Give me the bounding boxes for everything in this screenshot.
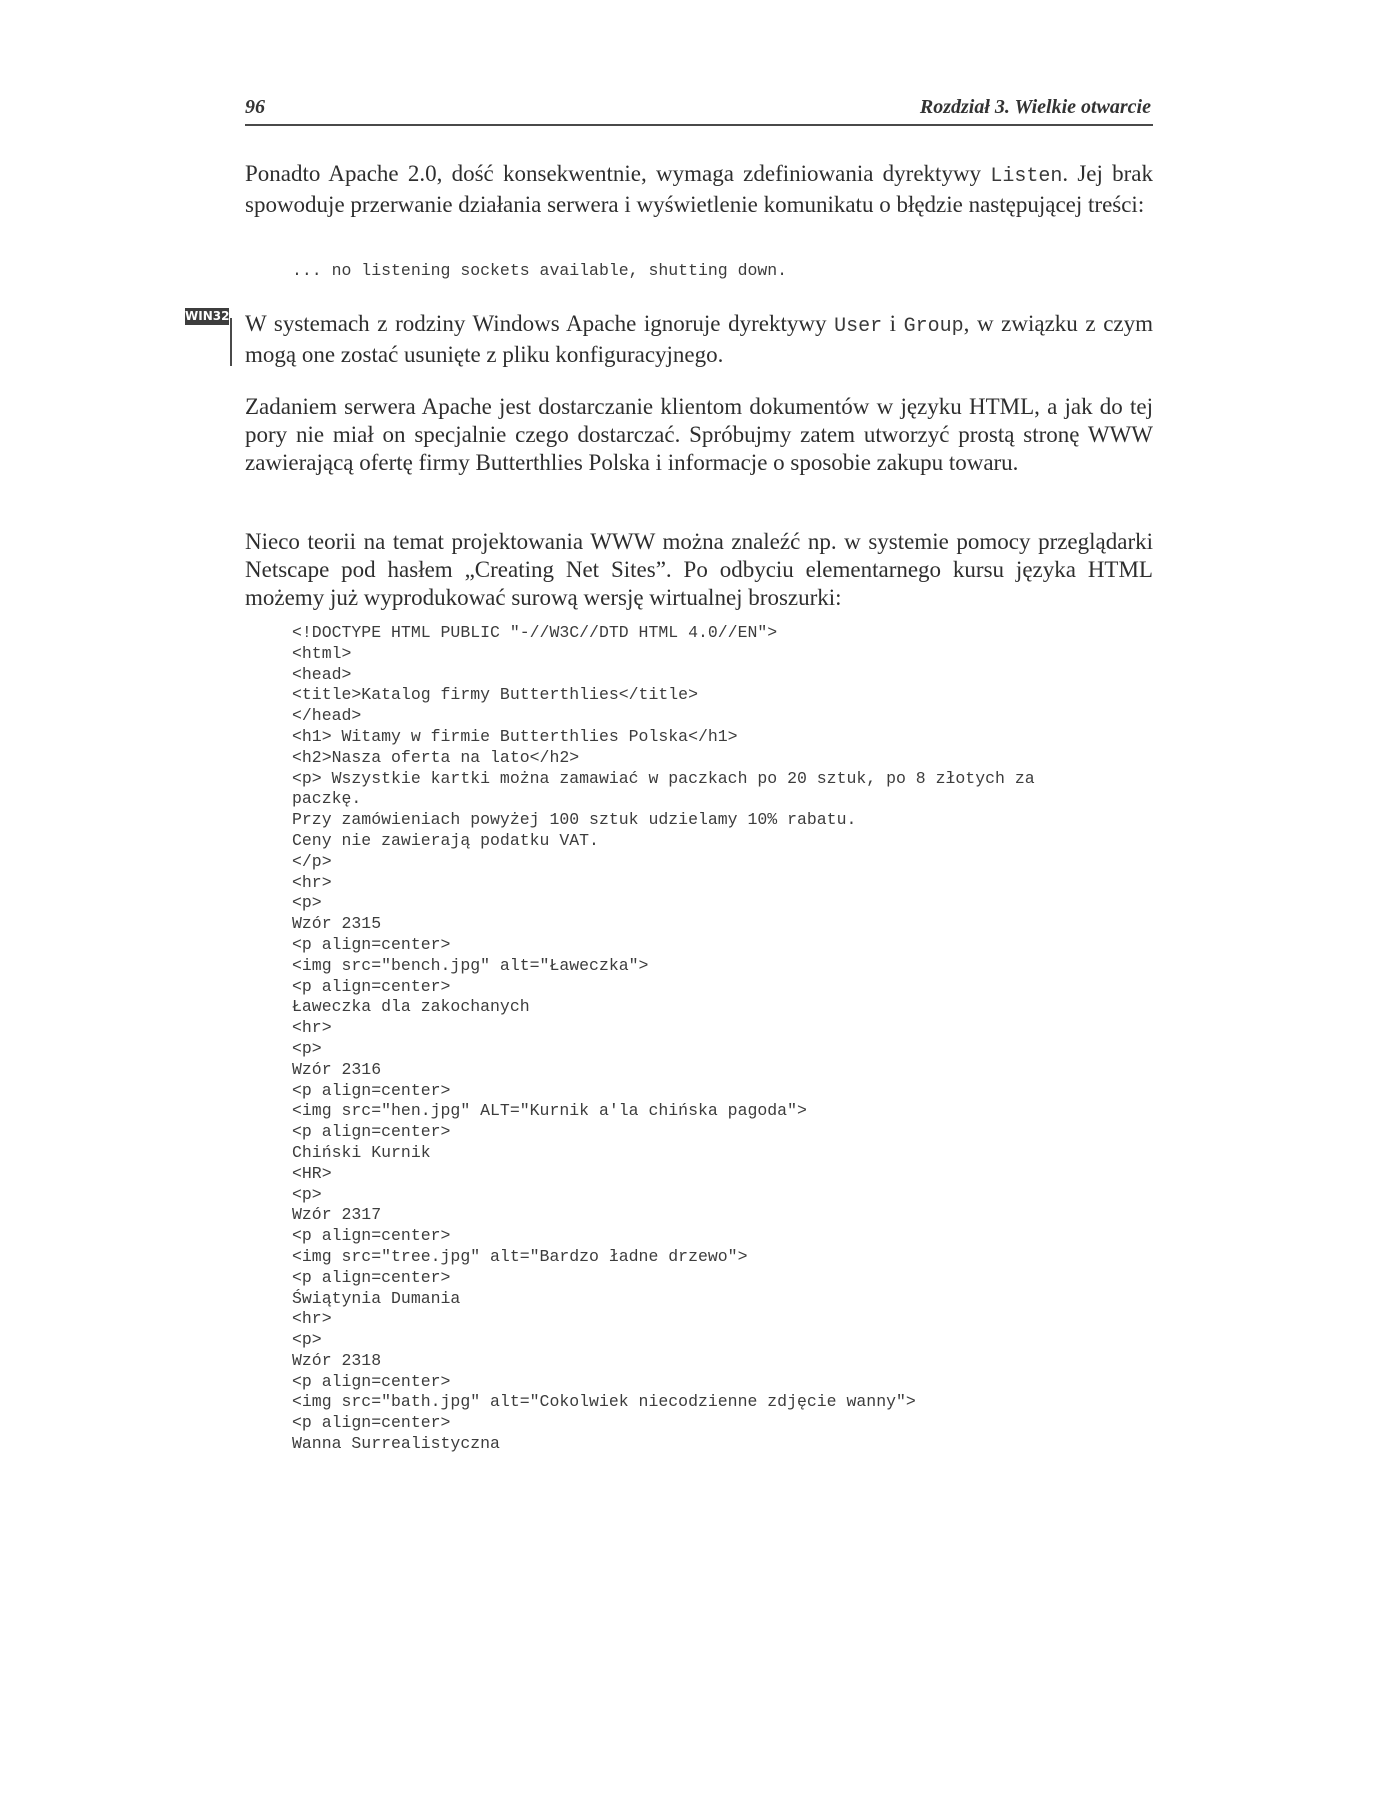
error-message-code: ... no listening sockets available, shutting down. bbox=[292, 261, 788, 280]
inline-code-user: User bbox=[834, 315, 883, 338]
win32-badge: WIN32 bbox=[185, 309, 230, 323]
paragraph-text: i bbox=[882, 311, 904, 336]
paragraph-apache-task: Zadaniem serwera Apache jest dostarczanie klientom dokumentów w języku HTML, a jak do tej pory nie miał on specjalnie czego dostarczać. Spróbujmy zatem utworzyć prostą stronę WWW zawierającą ofertę firmy Butterthlies Polska i informacje o sposobie zakupu towaru. bbox=[245, 394, 1153, 475]
paragraph-text: . Jej brak spowoduje przerwanie działania serwera i wyświetlenie komunikatu o błędzie następującej treści: bbox=[245, 161, 1153, 217]
win32-note-paragraph bbox=[245, 310, 1153, 369]
paragraph-listen-directive bbox=[245, 160, 1153, 219]
win32-margin-bar bbox=[230, 318, 232, 366]
paragraph-text: Ponadto Apache 2.0, dość konsekwentnie, wymaga zdefiniowania dyrektywy bbox=[245, 161, 991, 186]
inline-code-listen: Listen bbox=[990, 165, 1063, 188]
inline-code-group: Group bbox=[903, 315, 964, 338]
html-code-listing: <!DOCTYPE HTML PUBLIC "-//W3C//DTD HTML 4.0//EN"> <html> <head> <title>Katalog firmy Butterthlies</title> </head> <h1> Witamy w firmie Butterthlies Polska</h1> <h2>Nasza oferta na lato</h2> <p> Wszystkie kartki można zamawiać w paczkach po 20 sztuk, po 8 złotych za paczkę. Przy zamówieniach powyżej 100 sztuk udzielamy 10% rabatu. Ceny nie zawierają podatku VAT. </p> <hr> <p> Wzór 2315 <p align=center> <img src="bench.jpg" alt="Ławeczka"> <p align=center> Ławeczka dla zakochanych <hr> <p> Wzór 2316 <p align=center> <img src="hen.jpg" ALT="Kurnik a'la chińska pagoda"> <p align=center> Chiński Kurnik <HR> <p> Wzór 2317 <p align=center> <img src="tree.jpg" alt="Bardzo ładne drzewo"> <p align=center> Świątynia Dumania <hr> <p> Wzór 2318 <p align=center> <img src="bath.jpg" alt="Cokolwiek niecodzienne zdjęcie wanny"> <p align=center> Wanna Surrealistyczna bbox=[292, 623, 1035, 1454]
page-number: 96 bbox=[245, 96, 265, 118]
chapter-title: Rozdział 3. Wielkie otwarcie bbox=[919, 96, 1151, 118]
paragraph-text: W systemach z rodziny Windows Apache ignoruje dyrektywy bbox=[245, 311, 835, 336]
paragraph-html-theory: Nieco teorii na temat projektowania WWW można znaleźć np. w systemie pomocy przeglądarki Netscape pod hasłem „Creating Net Sites”. Po odbyciu elementarnego kursu języka HTML możemy już wyprodukować surową wersję wirtualnej broszurki: bbox=[245, 529, 1153, 610]
page-header bbox=[245, 96, 1153, 126]
paragraph-text: , w związku z czym mogą one zostać usunięte z pliku konfiguracyjnego. bbox=[245, 311, 1153, 367]
